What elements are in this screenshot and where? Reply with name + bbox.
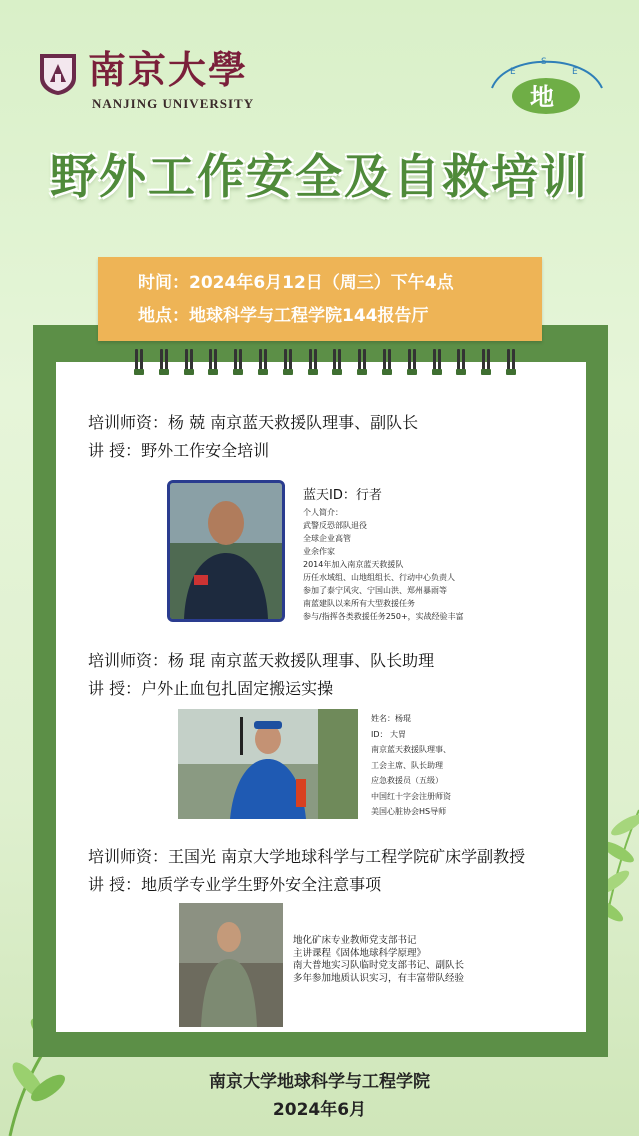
trainer-2-bio-line: 姓名：杨琨 bbox=[371, 714, 411, 723]
trainer-1-bio-line: 个人简介： bbox=[303, 508, 343, 517]
trainer-1-bio-line: 武警反恐部队退役 bbox=[303, 521, 367, 530]
trainer-2-bio-line: 中国红十字会注册师资 bbox=[371, 791, 451, 801]
trainer-2-bio-line: 应急救援员（五级） bbox=[371, 776, 443, 785]
trainer-3-bio-line: 多年参加地质认识实习，有丰富带队经验 bbox=[293, 972, 465, 984]
trainer-2-bio-line: 美国心脏协会HS导师 bbox=[371, 807, 447, 816]
trainer-1-bio-line: 2014年加入南京蓝天救援队 bbox=[303, 560, 404, 569]
footer-organizer: 南京大学地球科学与工程学院 bbox=[209, 1072, 430, 1092]
event-place: 地点：地球科学与工程学院144报告厅 bbox=[138, 306, 429, 326]
trainer-2-bio-line: ID： 大胃 bbox=[371, 729, 407, 739]
trainer-3-bio-line: 地化矿床专业教师党支部书记 bbox=[293, 935, 417, 946]
trainer-1-bio-title: 蓝天ID：行者 bbox=[303, 488, 382, 503]
nju-crest-icon bbox=[38, 52, 78, 96]
ese-letter-2: S bbox=[541, 57, 547, 67]
trainer-1-bio-line: 南蓝建队以来所有大型救援任务 bbox=[303, 599, 415, 608]
trainer-3-bio-line: 主讲课程《固体地球科学原理》 bbox=[293, 947, 427, 959]
footer-date: 2024年6月 bbox=[272, 1100, 367, 1120]
notebook-ring bbox=[208, 349, 218, 377]
notebook-ring bbox=[357, 349, 367, 377]
notebook-ring bbox=[506, 349, 516, 377]
ese-char: 地 bbox=[530, 83, 554, 111]
notebook-ring bbox=[258, 349, 268, 377]
notebook-ring bbox=[308, 349, 318, 377]
notebook-ring bbox=[184, 349, 194, 377]
info-box bbox=[98, 257, 542, 341]
trainer-1-bio-line: 业余作家 bbox=[303, 547, 335, 556]
trainer-2-bio-line: 南京蓝天救援队理事、 bbox=[371, 745, 451, 754]
ese-letter-3: E bbox=[572, 67, 578, 77]
trainer-3-topic: 讲 授：地质学专业学生野外安全注意事项 bbox=[88, 875, 382, 894]
trainer-1-topic: 讲 授：野外工作安全培训 bbox=[88, 441, 270, 460]
trainer-1-photo bbox=[167, 480, 285, 622]
trainer-2-topic: 讲 授：户外止血包扎固定搬运实操 bbox=[88, 679, 334, 698]
university-name-en: NANJING UNIVERSITY bbox=[92, 96, 255, 111]
university-name-cn: 南京大學 bbox=[88, 47, 249, 92]
event-time: 时间：2024年6月12日（周三）下午4点 bbox=[138, 273, 454, 293]
notebook-ring bbox=[456, 349, 466, 377]
notebook-ring bbox=[233, 349, 243, 377]
notebook-ring bbox=[382, 349, 392, 377]
trainer-1-bio-line: 全球企业高管 bbox=[303, 534, 351, 543]
trainer-1-line: 培训师资：杨 兢 南京蓝天救援队理事、副队长 bbox=[88, 413, 419, 432]
notebook-rings bbox=[134, 349, 524, 379]
trainer-2-line: 培训师资：杨 琨 南京蓝天救援队理事、队长助理 bbox=[88, 651, 435, 670]
notebook-ring bbox=[283, 349, 293, 377]
trainer-3-line: 培训师资：王国光 南京大学地球科学与工程学院矿床学副教授 bbox=[88, 847, 526, 866]
ese-logo-icon bbox=[486, 48, 606, 118]
notebook-ring bbox=[407, 349, 417, 377]
notebook-ring bbox=[159, 349, 169, 377]
notebook-ring bbox=[432, 349, 442, 377]
trainer-2-photo bbox=[178, 709, 358, 819]
trainer-2-bio-line: 工会主席、队长助理 bbox=[371, 760, 443, 770]
trainer-1-bio-line: 参与/指挥各类救援任务250+，实战经验丰富 bbox=[303, 612, 464, 621]
notebook-ring bbox=[481, 349, 491, 377]
trainer-1-bio-line: 历任水域组、山地组组长、行动中心负责人 bbox=[303, 573, 455, 582]
notebook-ring bbox=[332, 349, 342, 377]
event-title: 野外工作安全及自救培训 bbox=[50, 150, 589, 205]
ese-letter-1: E bbox=[510, 67, 516, 77]
trainer-3-bio-line: 南大普地实习队临时党支部书记、副队长 bbox=[293, 960, 465, 971]
notebook-ring bbox=[134, 349, 144, 377]
trainer-1-bio-line: 参加了泰宁风灾、宁国山洪、郑州暴雨等 bbox=[303, 586, 447, 595]
trainer-3-photo bbox=[179, 903, 283, 1027]
